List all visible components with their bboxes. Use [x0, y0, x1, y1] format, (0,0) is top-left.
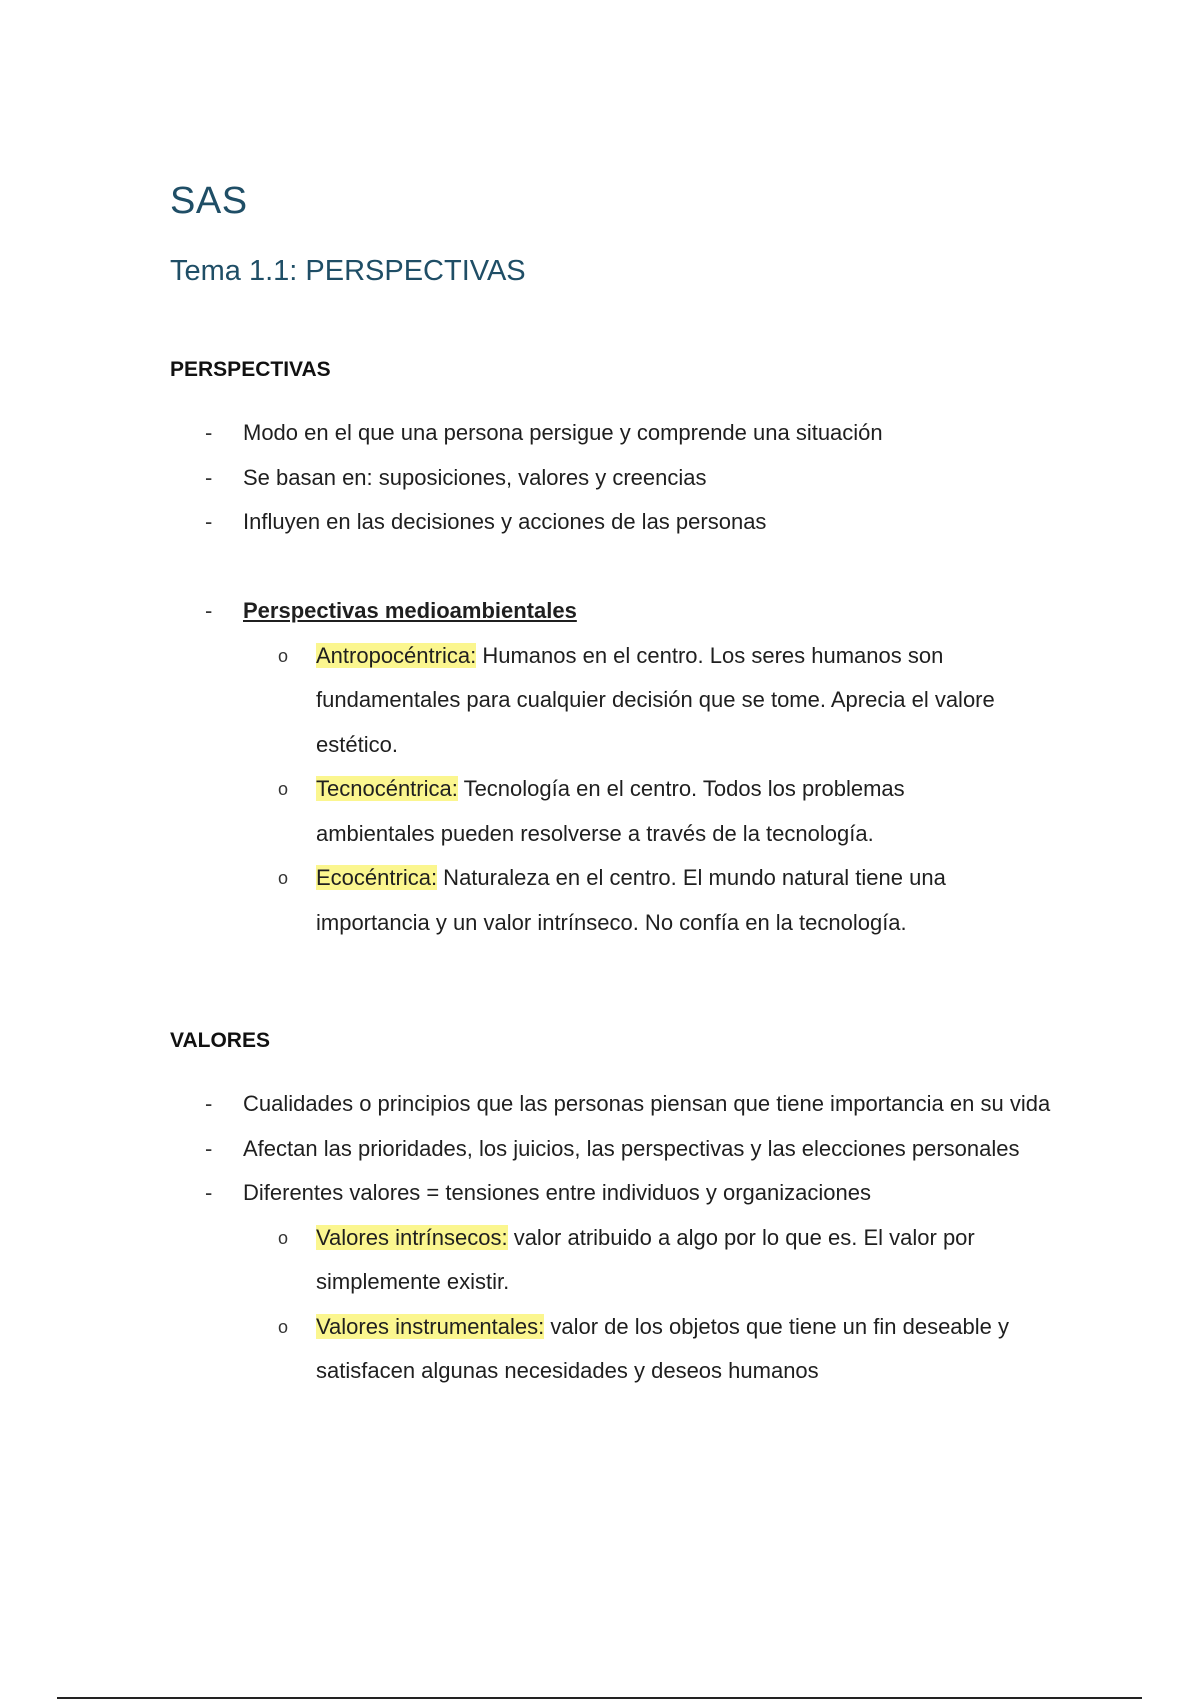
- list-item-text: Modo en el que una persona persigue y comprende una situación: [243, 420, 883, 445]
- dash-bullet-icon: -: [205, 1180, 213, 1205]
- sub-list-item: [170, 856, 1070, 945]
- sub-list-item: [170, 634, 1070, 768]
- circle-bullet-icon: o: [278, 1316, 289, 1337]
- highlighted-term: Tecnocéntrica:: [316, 776, 458, 801]
- list-item: [170, 411, 1070, 456]
- list-item: [170, 456, 1070, 501]
- dash-bullet-icon: -: [205, 1135, 213, 1161]
- perspectivas-list: [170, 411, 1070, 945]
- highlighted-term: Valores intrínsecos:: [316, 1224, 508, 1250]
- section-heading-valores: VALORES: [170, 1029, 270, 1052]
- highlighted-term: Ecocéntrica:: [316, 865, 438, 890]
- sub-list-item: [170, 1305, 1070, 1394]
- circle-bullet-icon: o: [278, 868, 289, 888]
- section-heading-perspectivas: PERSPECTIVAS: [170, 358, 331, 381]
- circle-bullet-icon: o: [278, 1227, 289, 1248]
- list-item-text: Afectan las prioridades, los juicios, las perspectivas y las elecciones personales: [243, 1135, 1020, 1161]
- document-title: SAS: [170, 180, 248, 222]
- list-item-text: Influyen en las decisiones y acciones de las personas: [243, 509, 767, 534]
- circle-bullet-icon: o: [278, 779, 289, 799]
- list-item: [170, 500, 1070, 545]
- dash-bullet-icon: -: [205, 598, 213, 623]
- sub-item-text: valor de los objetos que tiene un fin deseable y satisfacen algunas necesidades y deseos humanos: [316, 1313, 1010, 1383]
- sub-list-item: [170, 767, 1070, 856]
- sub-item-text: Tecnología en el centro. Todos los problemas ambientales pueden resolverse a través de la tecnología.: [316, 776, 905, 846]
- list-item-text: Diferentes valores = tensiones entre individuos y organizaciones: [243, 1180, 871, 1205]
- list-item: [170, 1127, 1070, 1172]
- circle-bullet-icon: o: [278, 645, 289, 666]
- highlighted-term: Valores instrumentales:: [316, 1313, 545, 1339]
- dash-bullet-icon: -: [205, 509, 213, 534]
- sub-list-item: [170, 1216, 1070, 1305]
- list-item-text: Se basan en: suposiciones, valores y creencias: [243, 464, 707, 490]
- dash-bullet-icon: -: [205, 464, 213, 490]
- valores-list: [170, 1082, 1070, 1394]
- list-item: [170, 1082, 1070, 1127]
- highlighted-term: Antropocéntrica:: [316, 642, 477, 668]
- dash-bullet-icon: -: [205, 420, 213, 445]
- list-item-group: [170, 589, 1070, 634]
- sub-item-text: Naturaleza en el centro. El mundo natural tiene una importancia y un valor intrínseco. No confía en la tecnología.: [316, 865, 946, 935]
- sub-item-text: valor atribuido a algo por lo que es. El valor por simplemente existir.: [316, 1224, 975, 1294]
- list-item-text: Cualidades o principios que las personas piensan que tiene importancia en su vida: [243, 1091, 1051, 1116]
- sub-item-text: Humanos en el centro. Los seres humanos son fundamentales para cualquier decisión que se tome. Aprecia el valore estético.: [316, 642, 995, 757]
- document-subtitle: Tema 1.1: PERSPECTIVAS: [170, 255, 526, 287]
- group-label: Perspectivas medioambientales: [243, 598, 577, 623]
- list-item: [170, 1171, 1070, 1216]
- bottom-divider: [57, 1697, 1142, 1699]
- dash-bullet-icon: -: [205, 1091, 213, 1116]
